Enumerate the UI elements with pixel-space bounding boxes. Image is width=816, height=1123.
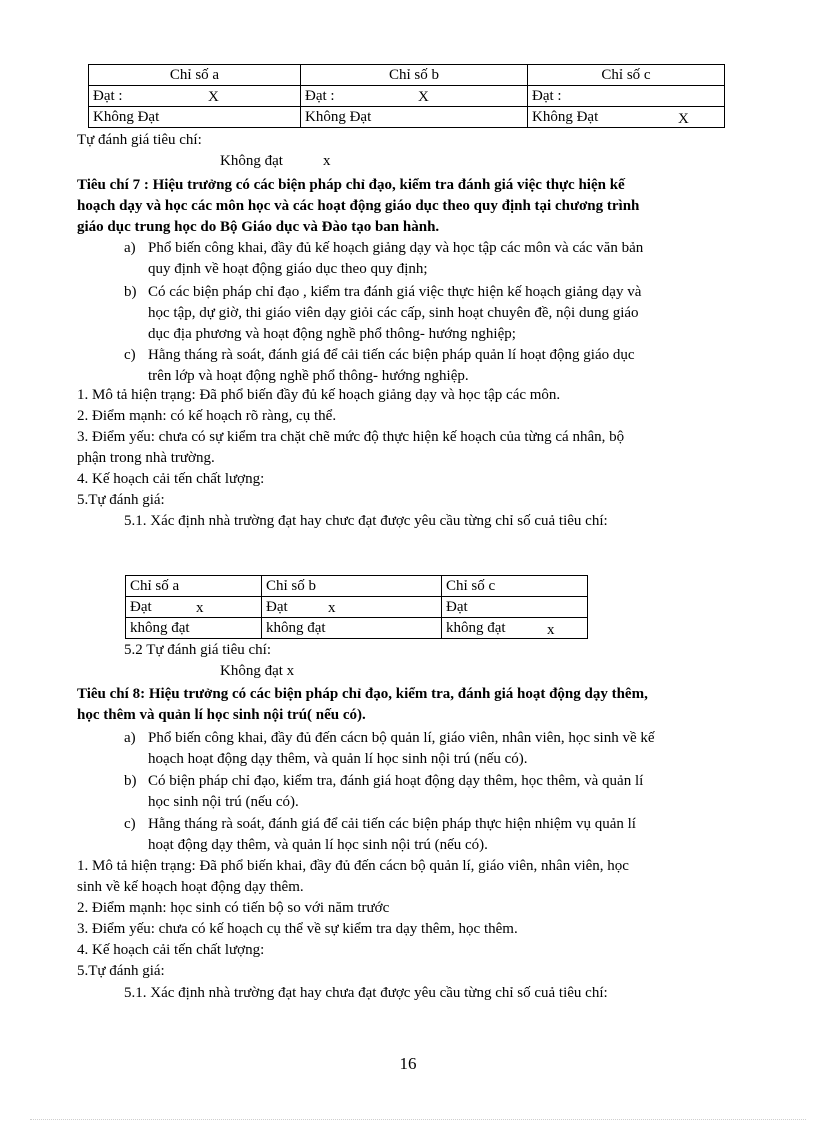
item-text: học sinh nội trú (nếu có). [148,794,299,810]
self-eval-mark-1: x [323,153,331,169]
table2-cell-dat-b: Đạt [262,597,442,618]
item-text: quy định về hoạt động giáo dục theo quy định; [148,261,428,277]
item-text: Có các biện pháp chỉ đạo , kiểm tra đánh giá việc thực hiện kế hoạch giảng dạy và [148,284,642,300]
table1-cell-dat-c: Đạt : [528,86,725,107]
criteria-table-2 [125,575,588,639]
item-label: c) [124,347,136,363]
item-text: dục địa phương và hoạt động nghề phổ thông- hướng nghiệp; [148,326,516,342]
criteria-table-1 [88,64,725,128]
criterion7-title-line1: Tiêu chí 7 : Hiệu trưởng có các biện pháp chỉ đạo, kiểm tra đánh giá việc thực hiện kế [77,177,625,193]
table2-cell-dat-c: Đạt [442,597,588,618]
item-text: hoạch hoạt động dạy thêm, và quản lí học sinh nội trú (nếu có). [148,751,528,767]
table2-cell-khongdat-a: không đạt [126,618,262,639]
table1-mark-c: X [678,111,689,127]
item-text: Phổ biến công khai, đầy đủ đến cácn bộ quản lí, giáo viên, nhân viên, học sinh về kế [148,730,655,746]
criterion7-point-4: 4. Kế hoạch cải tến chất lượng: [77,471,265,487]
item-text: Có biện pháp chỉ đạo, kiểm tra, đánh giá hoạt động dạy thêm, học thêm, và quản lí [148,773,644,789]
item-label: b) [124,284,137,300]
criterion8-sub-5-1: 5.1. Xác định nhà trường đạt hay chưa đạt được yêu cầu từng chỉ số cuả tiêu chí: [124,985,608,1001]
criterion7-point-5: 5.Tự đánh giá: [77,492,165,508]
criterion7-point-1: 1. Mô tả hiện trạng: Đã phổ biến đầy đủ kế hoạch giảng dạy và học tập các môn. [77,387,561,403]
item-text: Hằng tháng rà soát, đánh giá để cải tiến các biện pháp thực hiện nhiệm vụ quản lí [148,816,636,832]
page-bottom-divider [30,1119,806,1120]
page-number: 16 [399,1054,417,1073]
item-text: hoạt động dạy thêm, và quản lí học sinh nội trú (nếu có). [148,837,488,853]
criterion7-point-3-cont: phận trong nhà trường. [77,450,215,466]
table2-header-a: Chỉ số a [126,576,262,597]
criterion8-title-line2: học thêm và quản lí học sinh nội trú( nếu có). [77,707,366,723]
table2-header-b: Chỉ số b [262,576,442,597]
self-eval-label-2: 5.2 Tự đánh giá tiêu chí: [124,642,271,658]
item-label: a) [124,240,136,256]
table2-mark-c: x [547,622,555,638]
criterion8-point-2: 2. Điểm mạnh: học sinh có tiến bộ so với năm trước [77,900,390,916]
table1-header-a: Chỉ số a [89,65,301,86]
item-label: c) [124,816,136,832]
table2-mark-a: x [196,600,204,616]
criterion7-point-2: 2. Điểm mạnh: có kế hoạch rõ ràng, cụ thể. [77,408,337,424]
item-text: Hằng tháng rà soát, đánh giá để cải tiến các biện pháp quản lí hoạt động giáo dục [148,347,635,363]
self-eval-result-1: Không đạt [220,153,283,169]
self-eval-label-1: Tự đánh giá tiêu chí: [77,132,202,148]
criterion8-point-5: 5.Tự đánh giá: [77,963,165,979]
item-label: b) [124,773,137,789]
table1-cell-dat-a: Đạt : [89,86,301,107]
table2-cell-dat-a: Đạt [126,597,262,618]
criterion7-point-3: 3. Điểm yếu: chưa có sự kiểm tra chặt chẽ mức độ thực hiện kế hoạch của từng cá nhân, bộ [77,429,625,445]
self-eval-result-2: Không đạt x [220,663,295,679]
table2-cell-khongdat-c: không đạt [442,618,588,639]
item-text: học tập, dự giờ, thi giáo viên dạy giỏi các cấp, sinh hoạt chuyên đề, nội dung giáo [148,305,639,321]
criterion7-title-line3: giáo dục trung học do Bộ Giáo dục và Đào tạo ban hành. [77,219,440,235]
criterion7-title-line2: hoạch dạy và học các môn học và các hoạt động giáo dục theo quy định tại chương trình [77,198,640,214]
table1-header-c: Chỉ số c [528,65,725,86]
criterion8-point-3: 3. Điểm yếu: chưa có kế hoạch cụ thể về sự kiểm tra dạy thêm, học thêm. [77,921,518,937]
criterion8-point-1-cont: sinh về kế hoạch hoạt động dạy thêm. [77,879,304,895]
table2-cell-khongdat-b: không đạt [262,618,442,639]
item-text: trên lớp và hoạt động nghề phổ thông- hướng nghiệp. [148,368,469,384]
table1-mark-a: X [208,89,219,105]
criterion8-point-4: 4. Kế hoạch cải tến chất lượng: [77,942,265,958]
table1-cell-khongdat-b: Không Đạt [301,107,528,128]
table2-mark-b: x [328,600,336,616]
item-label: a) [124,730,136,746]
criterion7-sub-5-1: 5.1. Xác định nhà trường đạt hay chưc đạt được yêu cầu từng chỉ số cuả tiêu chí: [124,513,608,529]
table1-header-b: Chỉ số b [301,65,528,86]
table1-cell-khongdat-a: Không Đạt [89,107,301,128]
item-text: Phổ biến công khai, đầy đủ kế hoạch giảng dạy và học tập các môn và các văn bản [148,240,644,256]
criterion8-point-1: 1. Mô tả hiện trạng: Đã phổ biến khai, đầy đủ đến cácn bộ quản lí, giáo viên, nhân viên, học [77,858,629,874]
table1-cell-dat-b: Đạt : [301,86,528,107]
table1-mark-b: X [418,89,429,105]
table2-header-c: Chỉ số c [442,576,588,597]
table1-cell-khongdat-c: Không Đạt [528,107,725,128]
criterion8-title-line1: Tiêu chí 8: Hiệu trưởng có các biện pháp chỉ đạo, kiểm tra, đánh giá hoạt động dạy thêm, [77,686,648,702]
